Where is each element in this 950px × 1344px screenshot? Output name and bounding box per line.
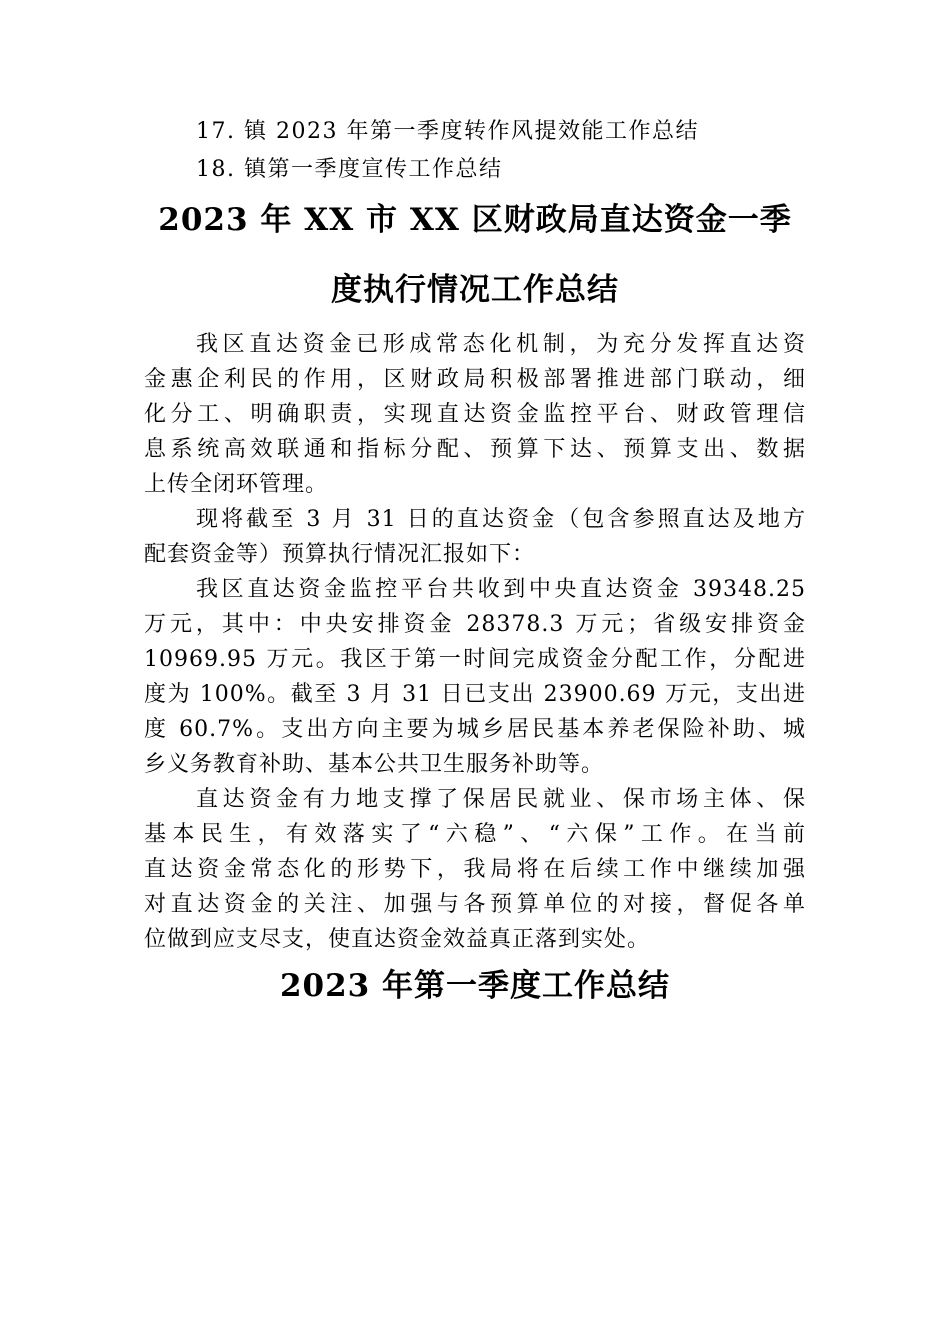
- paragraph-4-line-4: 对直达资金的关注、加强与各预算单位的对接，督促各单: [144, 892, 806, 917]
- list-item-18: 18. 镇第一季度宣传工作总结: [196, 157, 503, 182]
- document-title-line-2: 度执行情况工作总结: [331, 272, 619, 308]
- paragraph-3-line-2: 万元，其中：中央安排资金 28378.3 万元；省级安排资金: [144, 612, 806, 637]
- paragraph-3-line-6: 乡义务教育补助、基本公共卫生服务补助等。: [144, 752, 605, 777]
- paragraph-3-line-5: 度 60.7%。支出方向主要为城乡居民基本养老保险补助、城: [144, 717, 806, 742]
- paragraph-4-line-3: 直达资金常态化的形势下，我局将在后续工作中继续加强: [144, 857, 806, 882]
- paragraph-1-line-3: 化分工、明确职责，实现直达资金监控平台、财政管理信: [144, 402, 806, 427]
- paragraph-4-line-5: 位做到应支尽支，使直达资金效益真正落到实处。: [144, 927, 651, 952]
- paragraph-1-line-4: 息系统高效联通和指标分配、预算下达、预算支出、数据: [144, 437, 806, 462]
- paragraph-4-line-2: 基本民生，有效落实了“六稳”、“六保”工作。在当前: [144, 822, 806, 847]
- paragraph-3-line-4: 度为 100%。截至 3 月 31 日已支出 23900.69 万元，支出进: [144, 682, 806, 707]
- paragraph-3-line-1: 我区直达资金监控平台共收到中央直达资金 39348.25: [196, 577, 806, 602]
- paragraph-1-line-5: 上传全闭环管理。: [144, 472, 329, 497]
- paragraph-2-line-1: 现将截至 3 月 31 日的直达资金（包含参照直达及地方: [196, 507, 806, 532]
- next-section-title: 2023 年第一季度工作总结: [279, 968, 671, 1004]
- paragraph-4-line-1: 直达资金有力地支撑了保居民就业、保市场主体、保: [196, 787, 806, 812]
- paragraph-1-line-2: 金惠企利民的作用，区财政局积极部署推进部门联动，细: [144, 367, 806, 392]
- paragraph-3-line-3: 10969.95 万元。我区于第一时间完成资金分配工作，分配进: [144, 647, 806, 672]
- body-text: [144, 327, 806, 957]
- list-item-17: 17. 镇 2023 年第一季度转作风提效能工作总结: [196, 119, 699, 144]
- paragraph-1-line-1: 我区直达资金已形成常态化机制，为充分发挥直达资: [196, 332, 806, 357]
- paragraph-2-line-2: 配套资金等）预算执行情况汇报如下：: [144, 542, 536, 567]
- document-title-line-1: 2023 年 XX 市 XX 区财政局直达资金一季: [158, 202, 792, 238]
